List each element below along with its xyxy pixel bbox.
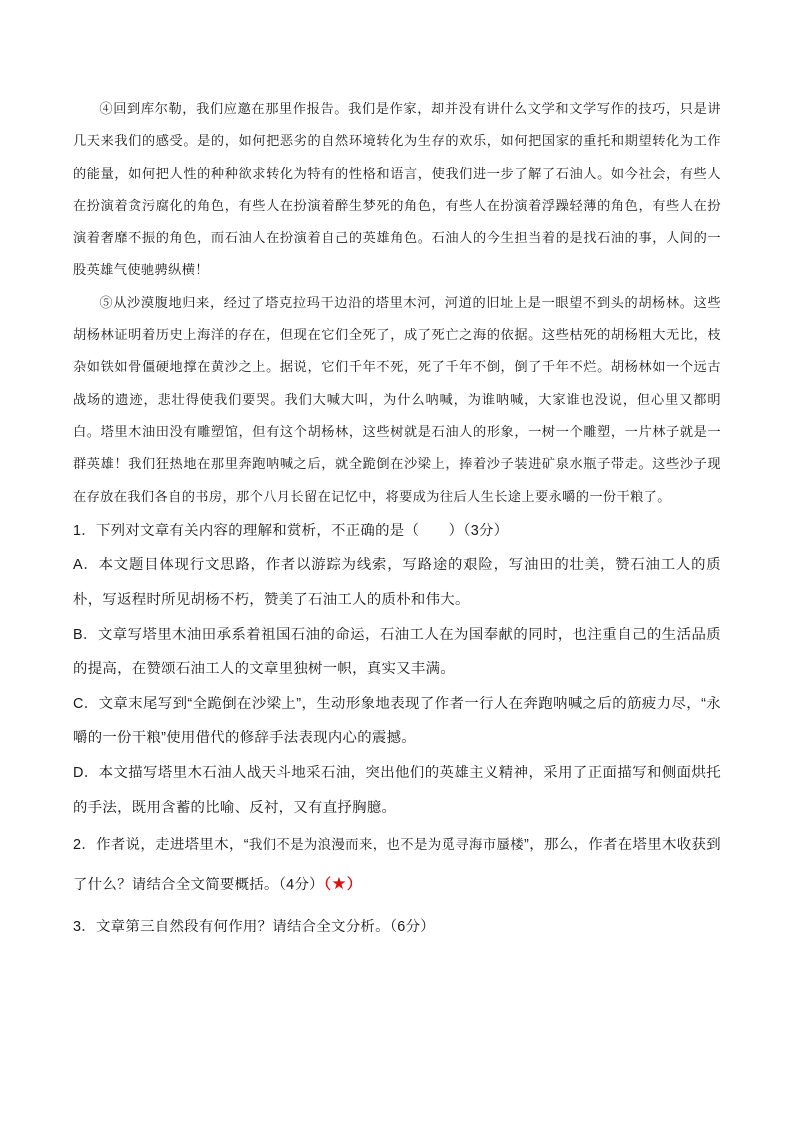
- question-2-quote: 我们不是为浪漫而来，也不是为觅寻海市蜃楼: [248, 838, 525, 854]
- question-1-option-a: A．本文题目体现行文思路，作者以游踪为线索，写路途的艰险，写油田的壮美，赞石油工人的质朴，写返程时所见胡杨不朽，赞美了石油工人的质朴和伟大。: [73, 557, 721, 609]
- question-2: [73, 826, 721, 904]
- question-1: [73, 514, 721, 825]
- document-page: [73, 94, 721, 945]
- question-1-option-b: B．文章写塔里木油田承系着祖国石油的命运，石油工人在为国奉献的同时，也注重自己的生活品质的提高，在赞颂石油工人的文章里独树一帜，真实又丰满。: [73, 626, 721, 678]
- question-1-option-c: C．文章末尾写到“全跪倒在沙梁上”，生动形象地表现了作者一行人在奔跑呐喊之后的筋疲力尽，“永嚼的一份干粮”使用借代的修辞手法表现内心的震撼。: [73, 695, 721, 747]
- question-2-close-paren: ）: [346, 877, 362, 894]
- question-2-suffix: ”，那么，作者在塔里木收获到了什么？请结合全文简要概括。（4分）: [73, 837, 721, 894]
- question-3: 3．文章第三自然段有何作用？请结合全文分析。（6分）: [73, 919, 435, 936]
- star-icon: ★: [331, 874, 347, 894]
- question-2-open-paren: （: [323, 877, 332, 894]
- passage-paragraph-4: ④回到库尔勒，我们应邀在那里作报告。我们是作家，却并没有讲什么文学和文学写作的技巧，只是讲几天来我们的感受。是的，如何把恶劣的自然环境转化为生存的欢乐，如何把国家的重托和期望转化为工作的能量，如何把人性的种种欲求转化为特有的性格和语言，使我们进一步了解了石油人。如今社会，有些人在扮演着贪污腐化的角色，有些人在扮演着醉生梦死的角色，有些人在扮演着浮躁轻薄的角色，有些人在扮演着奢靡不振的角色，而石油人在扮演着自己的英雄角色。石油人的今生担当着的是找石油的事，人间的一股英雄气使驰骋纵横！: [73, 102, 721, 279]
- passage-paragraph-5: ⑤从沙漠腹地归来，经过了塔克拉玛干边沿的塔里木河，河道的旧址上是一眼望不到头的胡杨林。这些胡杨林证明着历史上海洋的存在，但现在它们全死了，成了死亡之海的依据。这些枯死的胡杨粗大无比，枝杂如铁如骨僵硬地撑在黄沙之上。据说，它们千年不死，死了千年不倒，倒了千年不烂。胡杨林如一个远古战场的遗迹，悲壮得使我们要哭。我们大喊大叫，为什么呐喊，为谁呐喊，大家谁也没说，但心里又都明白。塔里木油田没有雕塑馆，但有这个胡杨林，这些树就是石油人的形象，一树一个雕塑，一片林子就是一群英雄！我们狂热地在那里奔跑呐喊之后，就全跪倒在沙梁上，捧着沙子装进矿泉水瓶子带走。这些沙子现在存放在我们各自的书房，那个八月长留在记忆中，将要成为往后人生长途上要永嚼的一份干粮了。: [73, 295, 721, 505]
- question-1-stem: 1．下列对文章有关内容的理解和赏析，不正确的是（ ）（3分）: [73, 522, 509, 539]
- question-2-prefix: 2．作者说，走进塔里木，“: [73, 837, 249, 854]
- question-1-option-d: D．本文描写塔里木石油人战天斗地采石油，突出他们的英雄主义精神，采用了正面描写和侧面烘托的手法，既用含蓄的比喻、反衬，又有直抒胸臆。: [73, 765, 721, 816]
